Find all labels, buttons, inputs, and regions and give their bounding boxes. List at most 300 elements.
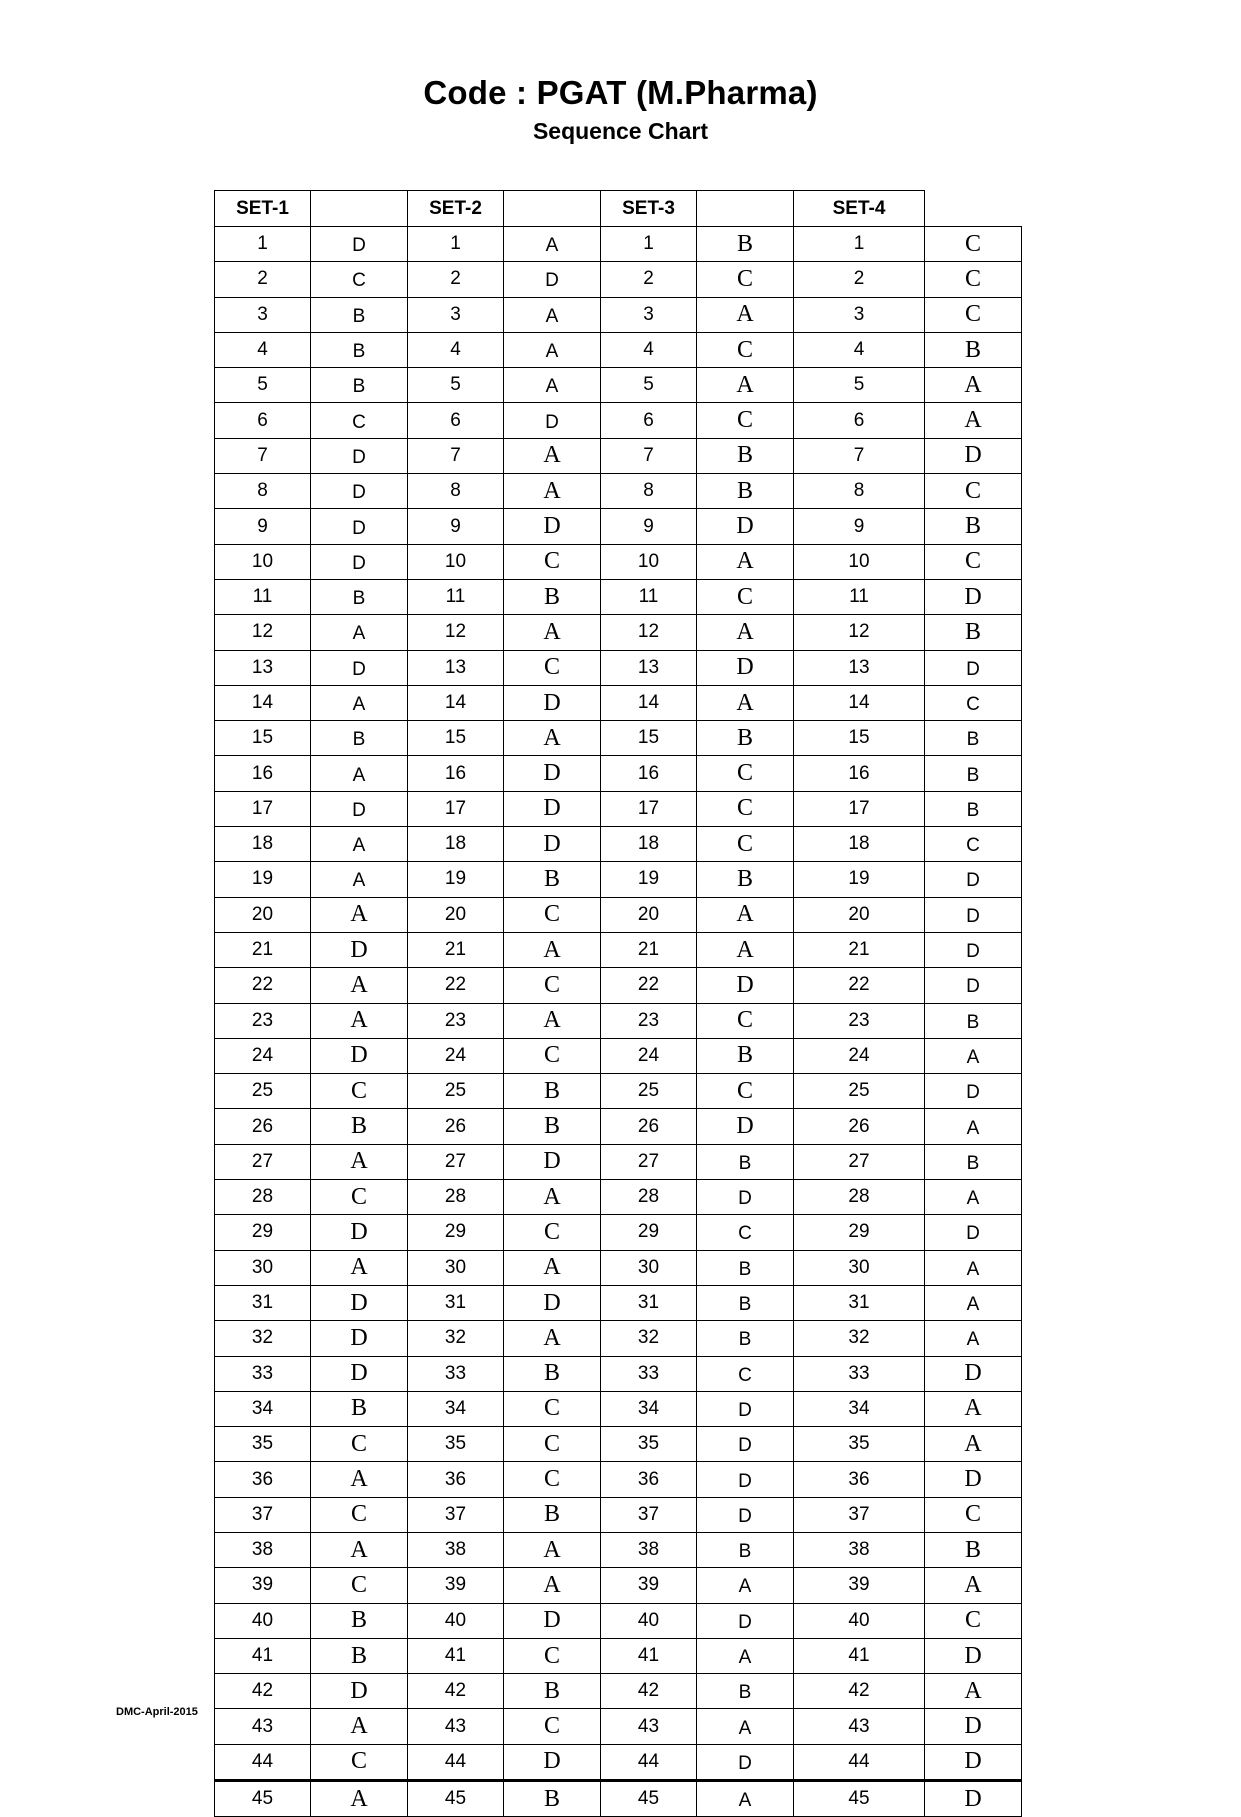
answer-cell: C <box>311 403 408 438</box>
question-number: 10 <box>215 544 311 579</box>
table-row <box>215 297 1022 332</box>
table-row <box>215 1497 1022 1532</box>
answer-cell: B <box>697 1674 794 1709</box>
question-number: 42 <box>215 1674 311 1709</box>
answer-cell: A <box>697 1781 794 1817</box>
question-number: 22 <box>794 968 925 1003</box>
question-number: 6 <box>601 403 697 438</box>
table-row <box>215 1109 1022 1144</box>
answer-cell: A <box>925 1568 1022 1603</box>
question-number: 10 <box>794 544 925 579</box>
answer-cell: C <box>925 827 1022 862</box>
question-number: 33 <box>601 1356 697 1391</box>
answer-cell: D <box>697 1109 794 1144</box>
question-number: 39 <box>601 1568 697 1603</box>
answer-cell: C <box>697 1356 794 1391</box>
question-number: 27 <box>601 1144 697 1179</box>
table-row <box>215 685 1022 720</box>
table-row <box>215 544 1022 579</box>
question-number: 23 <box>215 1003 311 1038</box>
table-row <box>215 262 1022 297</box>
answer-cell: C <box>504 897 601 932</box>
question-number: 5 <box>215 368 311 403</box>
question-number: 42 <box>408 1674 504 1709</box>
question-number: 3 <box>601 297 697 332</box>
answer-cell: B <box>504 1497 601 1532</box>
answer-cell: A <box>504 474 601 509</box>
answer-cell: B <box>311 332 408 367</box>
answer-cell: B <box>311 297 408 332</box>
answer-cell: A <box>504 1568 601 1603</box>
question-number: 24 <box>408 1038 504 1073</box>
answer-cell: D <box>925 1462 1022 1497</box>
answer-cell: D <box>504 1144 601 1179</box>
question-number: 41 <box>215 1638 311 1673</box>
answer-cell: D <box>311 474 408 509</box>
question-number: 1 <box>215 227 311 262</box>
answer-cell: A <box>925 1250 1022 1285</box>
question-number: 17 <box>215 791 311 826</box>
answer-cell: A <box>504 227 601 262</box>
answer-cell: D <box>925 650 1022 685</box>
table-row <box>215 827 1022 862</box>
question-number: 40 <box>215 1603 311 1638</box>
answer-cell: D <box>925 1356 1022 1391</box>
answer-cell: C <box>311 1180 408 1215</box>
answer-cell: B <box>311 1109 408 1144</box>
question-number: 26 <box>408 1109 504 1144</box>
answer-cell: A <box>697 1638 794 1673</box>
set-4-header: SET-4 <box>794 191 925 227</box>
question-number: 19 <box>215 862 311 897</box>
question-number: 37 <box>794 1497 925 1532</box>
table-row <box>215 1215 1022 1250</box>
question-number: 28 <box>794 1180 925 1215</box>
question-number: 8 <box>408 474 504 509</box>
answer-cell: B <box>697 1144 794 1179</box>
answer-cell: A <box>925 403 1022 438</box>
answer-cell: B <box>697 474 794 509</box>
answer-cell: C <box>697 756 794 791</box>
answer-cell: C <box>697 262 794 297</box>
answer-cell: A <box>925 1427 1022 1462</box>
answer-cell: B <box>697 227 794 262</box>
question-number: 9 <box>601 509 697 544</box>
answer-cell: C <box>697 1003 794 1038</box>
answer-cell: C <box>697 827 794 862</box>
answer-cell: A <box>504 721 601 756</box>
question-number: 4 <box>794 332 925 367</box>
answer-cell: A <box>697 544 794 579</box>
question-number: 43 <box>215 1709 311 1744</box>
table-row <box>215 227 1022 262</box>
answer-cell: C <box>925 1497 1022 1532</box>
question-number: 18 <box>601 827 697 862</box>
answer-cell: B <box>697 1532 794 1567</box>
answer-cell: A <box>311 1532 408 1567</box>
question-number: 19 <box>794 862 925 897</box>
answer-cell: D <box>311 227 408 262</box>
table-row <box>215 791 1022 826</box>
answer-cell: A <box>311 968 408 1003</box>
page-subtitle: Sequence Chart <box>532 118 709 144</box>
answer-cell: A <box>925 368 1022 403</box>
question-number: 14 <box>794 685 925 720</box>
answer-cell: A <box>311 1709 408 1744</box>
answer-cell: A <box>504 438 601 473</box>
answer-cell: C <box>504 544 601 579</box>
question-number: 14 <box>215 685 311 720</box>
question-number: 30 <box>601 1250 697 1285</box>
question-number: 12 <box>601 615 697 650</box>
table-row <box>215 474 1022 509</box>
question-number: 16 <box>601 756 697 791</box>
answer-cell: A <box>925 1321 1022 1356</box>
table-row <box>215 368 1022 403</box>
set-1-answer-header <box>311 191 408 227</box>
question-number: 4 <box>215 332 311 367</box>
question-number: 12 <box>215 615 311 650</box>
question-number: 5 <box>794 368 925 403</box>
question-number: 43 <box>408 1709 504 1744</box>
answer-cell: A <box>925 1285 1022 1320</box>
table-row <box>215 1427 1022 1462</box>
table-row <box>215 403 1022 438</box>
answer-cell: A <box>311 1250 408 1285</box>
answer-cell: C <box>925 227 1022 262</box>
answer-cell: B <box>697 1250 794 1285</box>
question-number: 2 <box>794 262 925 297</box>
answer-cell: D <box>925 1638 1022 1673</box>
question-number: 32 <box>794 1321 925 1356</box>
answer-cell: B <box>925 756 1022 791</box>
question-number: 24 <box>215 1038 311 1073</box>
question-number: 20 <box>215 897 311 932</box>
answer-cell: B <box>697 438 794 473</box>
question-number: 7 <box>215 438 311 473</box>
answer-cell: A <box>311 1144 408 1179</box>
answer-cell: B <box>311 579 408 614</box>
answer-cell: D <box>504 403 601 438</box>
answer-cell: A <box>504 1180 601 1215</box>
answer-cell: D <box>311 791 408 826</box>
question-number: 6 <box>408 403 504 438</box>
answer-cell: C <box>504 968 601 1003</box>
table-row <box>215 721 1022 756</box>
answer-cell: C <box>925 544 1022 579</box>
answer-cell: D <box>311 650 408 685</box>
question-number: 37 <box>601 1497 697 1532</box>
question-number: 13 <box>408 650 504 685</box>
answer-cell: C <box>311 1568 408 1603</box>
answer-cell: D <box>504 262 601 297</box>
answer-cell: D <box>504 1744 601 1780</box>
answer-cell: A <box>697 897 794 932</box>
question-number: 20 <box>408 897 504 932</box>
answer-cell: A <box>311 685 408 720</box>
table-row <box>215 1003 1022 1038</box>
question-number: 3 <box>215 297 311 332</box>
answer-cell: B <box>504 1074 601 1109</box>
table-row <box>215 932 1022 967</box>
question-number: 22 <box>408 968 504 1003</box>
question-number: 11 <box>601 579 697 614</box>
table-row <box>215 1250 1022 1285</box>
answer-cell: A <box>311 897 408 932</box>
answer-cell: C <box>697 791 794 826</box>
table-row <box>215 332 1022 367</box>
answer-cell: D <box>697 1391 794 1426</box>
answer-cell: B <box>925 1003 1022 1038</box>
header-row <box>215 191 1022 227</box>
answer-cell: B <box>925 509 1022 544</box>
question-number: 38 <box>408 1532 504 1567</box>
answer-cell: A <box>925 1391 1022 1426</box>
answer-cell: D <box>311 509 408 544</box>
set-2-header: SET-2 <box>408 191 504 227</box>
question-number: 35 <box>408 1427 504 1462</box>
question-number: 1 <box>794 227 925 262</box>
question-number: 15 <box>794 721 925 756</box>
answer-cell: C <box>925 685 1022 720</box>
table-row <box>215 1674 1022 1709</box>
question-number: 12 <box>408 615 504 650</box>
question-number: 28 <box>215 1180 311 1215</box>
answer-cell: D <box>504 827 601 862</box>
table-row <box>215 968 1022 1003</box>
answer-cell: C <box>504 1215 601 1250</box>
question-number: 3 <box>794 297 925 332</box>
question-number: 20 <box>601 897 697 932</box>
question-number: 15 <box>601 721 697 756</box>
question-number: 16 <box>408 756 504 791</box>
answer-cell: D <box>311 932 408 967</box>
question-number: 19 <box>408 862 504 897</box>
question-number: 45 <box>601 1781 697 1817</box>
question-number: 27 <box>215 1144 311 1179</box>
answer-cell: C <box>311 1074 408 1109</box>
question-number: 7 <box>408 438 504 473</box>
answer-cell: D <box>311 1215 408 1250</box>
question-number: 39 <box>215 1568 311 1603</box>
question-number: 23 <box>794 1003 925 1038</box>
table-row <box>215 1038 1022 1073</box>
answer-cell: A <box>504 1003 601 1038</box>
question-number: 36 <box>601 1462 697 1497</box>
answer-cell: D <box>925 579 1022 614</box>
answer-cell: C <box>925 297 1022 332</box>
question-number: 33 <box>408 1356 504 1391</box>
question-number: 27 <box>794 1144 925 1179</box>
question-number: 37 <box>215 1497 311 1532</box>
question-number: 22 <box>215 968 311 1003</box>
question-number: 13 <box>794 650 925 685</box>
answer-cell: D <box>504 509 601 544</box>
question-number: 19 <box>601 862 697 897</box>
question-number: 23 <box>601 1003 697 1038</box>
question-number: 2 <box>601 262 697 297</box>
answer-cell: A <box>697 932 794 967</box>
answer-cell: D <box>925 1709 1022 1744</box>
answer-cell: C <box>504 1391 601 1426</box>
answer-cell: C <box>504 1038 601 1073</box>
answer-cell: A <box>925 1674 1022 1709</box>
question-number: 4 <box>601 332 697 367</box>
question-number: 29 <box>794 1215 925 1250</box>
answer-cell: D <box>504 685 601 720</box>
answer-cell: D <box>697 1603 794 1638</box>
question-number: 20 <box>794 897 925 932</box>
answer-cell: C <box>311 1497 408 1532</box>
question-number: 43 <box>601 1709 697 1744</box>
question-number: 26 <box>794 1109 925 1144</box>
answer-cell: D <box>697 968 794 1003</box>
question-number: 38 <box>601 1532 697 1567</box>
question-number: 9 <box>408 509 504 544</box>
question-number: 13 <box>215 650 311 685</box>
question-number: 15 <box>215 721 311 756</box>
answer-cell: B <box>504 579 601 614</box>
answer-cell: B <box>697 862 794 897</box>
question-number: 29 <box>215 1215 311 1250</box>
table-row <box>215 1568 1022 1603</box>
answer-cell: A <box>697 368 794 403</box>
table-row <box>215 862 1022 897</box>
question-number: 31 <box>794 1285 925 1320</box>
question-number: 45 <box>794 1781 925 1817</box>
set-3-header: SET-3 <box>601 191 697 227</box>
question-number: 17 <box>408 791 504 826</box>
answer-cell: A <box>697 685 794 720</box>
table-row <box>215 1638 1022 1673</box>
question-number: 6 <box>794 403 925 438</box>
answer-cell: C <box>697 1215 794 1250</box>
answer-cell: A <box>504 1321 601 1356</box>
answer-cell: B <box>311 1638 408 1673</box>
table-row <box>215 1709 1022 1744</box>
question-number: 39 <box>408 1568 504 1603</box>
answer-cell: B <box>925 791 1022 826</box>
question-number: 8 <box>601 474 697 509</box>
question-number: 21 <box>408 932 504 967</box>
question-number: 16 <box>215 756 311 791</box>
question-number: 36 <box>215 1462 311 1497</box>
answer-cell: D <box>504 756 601 791</box>
answer-cell: A <box>311 615 408 650</box>
question-number: 18 <box>215 827 311 862</box>
answer-cell: C <box>311 262 408 297</box>
answer-cell: C <box>925 262 1022 297</box>
table-row <box>215 650 1022 685</box>
question-number: 41 <box>601 1638 697 1673</box>
question-number: 34 <box>794 1391 925 1426</box>
question-number: 39 <box>794 1568 925 1603</box>
answer-cell: B <box>504 862 601 897</box>
question-number: 16 <box>794 756 925 791</box>
answer-cell: D <box>925 1215 1022 1250</box>
answer-cell: D <box>311 1038 408 1073</box>
answer-cell: D <box>504 1285 601 1320</box>
question-number: 43 <box>794 1709 925 1744</box>
question-number: 24 <box>794 1038 925 1073</box>
answer-cell: D <box>925 932 1022 967</box>
question-number: 17 <box>601 791 697 826</box>
answer-cell: A <box>311 1462 408 1497</box>
question-number: 31 <box>601 1285 697 1320</box>
question-number: 7 <box>794 438 925 473</box>
question-number: 2 <box>215 262 311 297</box>
question-number: 32 <box>408 1321 504 1356</box>
answer-cell: B <box>925 332 1022 367</box>
table-row <box>215 1462 1022 1497</box>
answer-cell: D <box>697 1180 794 1215</box>
answer-cell: A <box>311 756 408 791</box>
set-4-answer-header <box>925 191 1022 227</box>
answer-cell: A <box>925 1180 1022 1215</box>
table-row <box>215 1744 1022 1780</box>
answer-cell: D <box>697 509 794 544</box>
sequence-chart-table <box>214 190 1022 1817</box>
answer-cell: A <box>697 297 794 332</box>
question-number: 33 <box>794 1356 925 1391</box>
answer-cell: C <box>311 1744 408 1780</box>
answer-cell: C <box>504 1709 601 1744</box>
answer-cell: B <box>504 1109 601 1144</box>
question-number: 27 <box>408 1144 504 1179</box>
answer-cell: D <box>311 1285 408 1320</box>
question-number: 32 <box>215 1321 311 1356</box>
answer-cell: A <box>697 615 794 650</box>
question-number: 45 <box>408 1781 504 1817</box>
answer-cell: A <box>925 1109 1022 1144</box>
answer-cell: C <box>697 332 794 367</box>
answer-cell: D <box>504 1603 601 1638</box>
table-row <box>215 509 1022 544</box>
question-number: 29 <box>408 1215 504 1250</box>
question-number: 18 <box>794 827 925 862</box>
answer-cell: B <box>697 1321 794 1356</box>
question-number: 44 <box>408 1744 504 1780</box>
answer-cell: A <box>504 932 601 967</box>
question-number: 40 <box>794 1603 925 1638</box>
table-row <box>215 1391 1022 1426</box>
answer-cell: C <box>311 1427 408 1462</box>
answer-cell: B <box>311 1391 408 1426</box>
question-number: 44 <box>601 1744 697 1780</box>
answer-cell: D <box>697 1744 794 1780</box>
question-number: 8 <box>794 474 925 509</box>
question-number: 5 <box>601 368 697 403</box>
question-number: 1 <box>408 227 504 262</box>
question-number: 29 <box>601 1215 697 1250</box>
question-number: 41 <box>794 1638 925 1673</box>
question-number: 30 <box>408 1250 504 1285</box>
question-number: 25 <box>601 1074 697 1109</box>
question-number: 9 <box>215 509 311 544</box>
question-number: 40 <box>601 1603 697 1638</box>
answer-cell: D <box>311 1674 408 1709</box>
answer-cell: C <box>504 1427 601 1462</box>
answer-cell: A <box>504 297 601 332</box>
answer-cell: B <box>925 721 1022 756</box>
question-number: 14 <box>408 685 504 720</box>
question-number: 4 <box>408 332 504 367</box>
table-row <box>215 438 1022 473</box>
question-number: 34 <box>215 1391 311 1426</box>
question-number: 31 <box>215 1285 311 1320</box>
question-number: 8 <box>215 474 311 509</box>
question-number: 26 <box>601 1109 697 1144</box>
